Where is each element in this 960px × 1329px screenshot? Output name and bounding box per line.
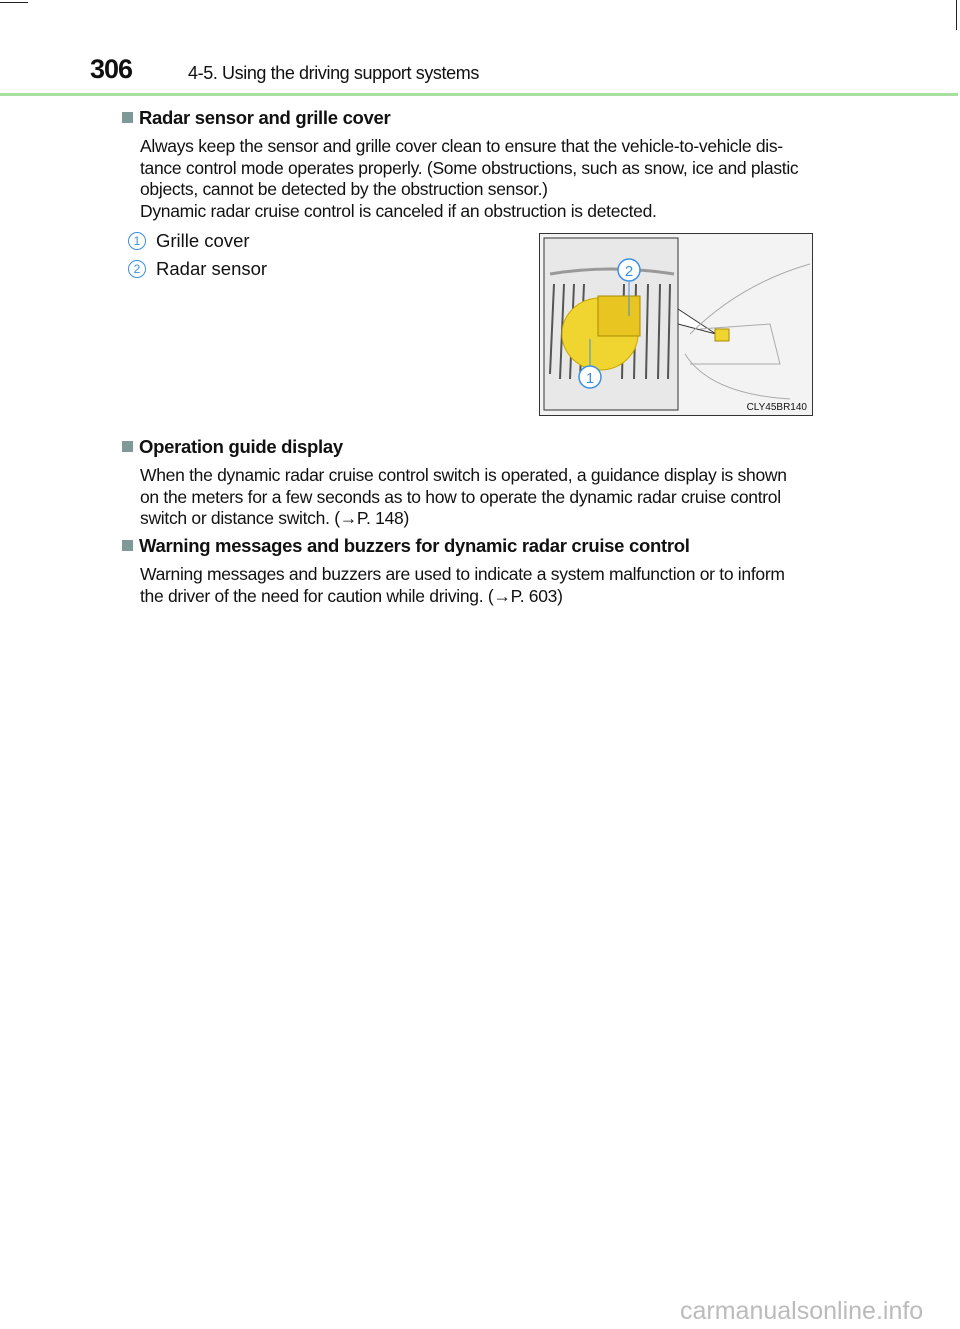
paragraph-warning <box>140 564 832 607</box>
legend-label: Radar sensor <box>156 258 268 279</box>
heading-text: Radar sensor and grille cover <box>139 107 391 128</box>
legend-item-2 <box>128 258 267 280</box>
callout-number: 2 <box>128 260 146 278</box>
bullet-square <box>122 540 133 551</box>
callout-1: 1 <box>585 370 595 387</box>
heading-radar-sensor <box>122 107 390 129</box>
line: When the dynamic radar cruise control switch is operated, a guidance display is shown <box>140 465 787 485</box>
illustration-graphic <box>540 234 812 415</box>
bullet-square <box>122 441 133 452</box>
section-title: 4-5. Using the driving support systems <box>188 63 479 83</box>
line: objects, cannot be detected by the obstruction sensor.) <box>140 179 548 199</box>
bullet-square <box>122 112 133 123</box>
heading-warning-messages <box>122 535 690 557</box>
crop-mark <box>0 0 28 3</box>
paragraph-radar <box>140 136 832 222</box>
header-rule <box>0 93 958 96</box>
legend-label: Grille cover <box>156 230 250 251</box>
line: switch or distance switch. (→P. 148) <box>140 508 409 528</box>
heading-text: Operation guide display <box>139 436 343 457</box>
legend-item-1 <box>128 230 250 252</box>
callout-2: 2 <box>624 263 634 280</box>
line: the driver of the need for caution while driving. (→P. 603) <box>140 585 563 606</box>
line: Dynamic radar cruise control is canceled if an obstruction is detected. <box>140 200 657 221</box>
line: Warning messages and buzzers are used to indicate a system malfunction or to inform <box>140 564 785 584</box>
radar-sensor-illustration <box>539 233 813 416</box>
paragraph-operation-guide <box>140 465 832 530</box>
heading-text: Warning messages and buzzers for dynamic radar cruise control <box>139 535 690 556</box>
line: tance control mode operates properly. (Some obstructions, such as snow, ice and plastic <box>140 157 799 178</box>
callout-number: 1 <box>128 232 146 250</box>
page-number: 306 <box>90 54 133 84</box>
line: on the meters for a few seconds as to how to operate the dynamic radar cruise control <box>140 486 781 507</box>
figure-code: CLY45BR140 <box>746 402 807 413</box>
line: Always keep the sensor and grille cover clean to ensure that the vehicle-to-vehicle dis- <box>140 136 783 156</box>
crop-mark <box>926 0 957 30</box>
watermark: carmanualsonline.info <box>680 1297 924 1325</box>
heading-operation-guide <box>122 436 343 458</box>
